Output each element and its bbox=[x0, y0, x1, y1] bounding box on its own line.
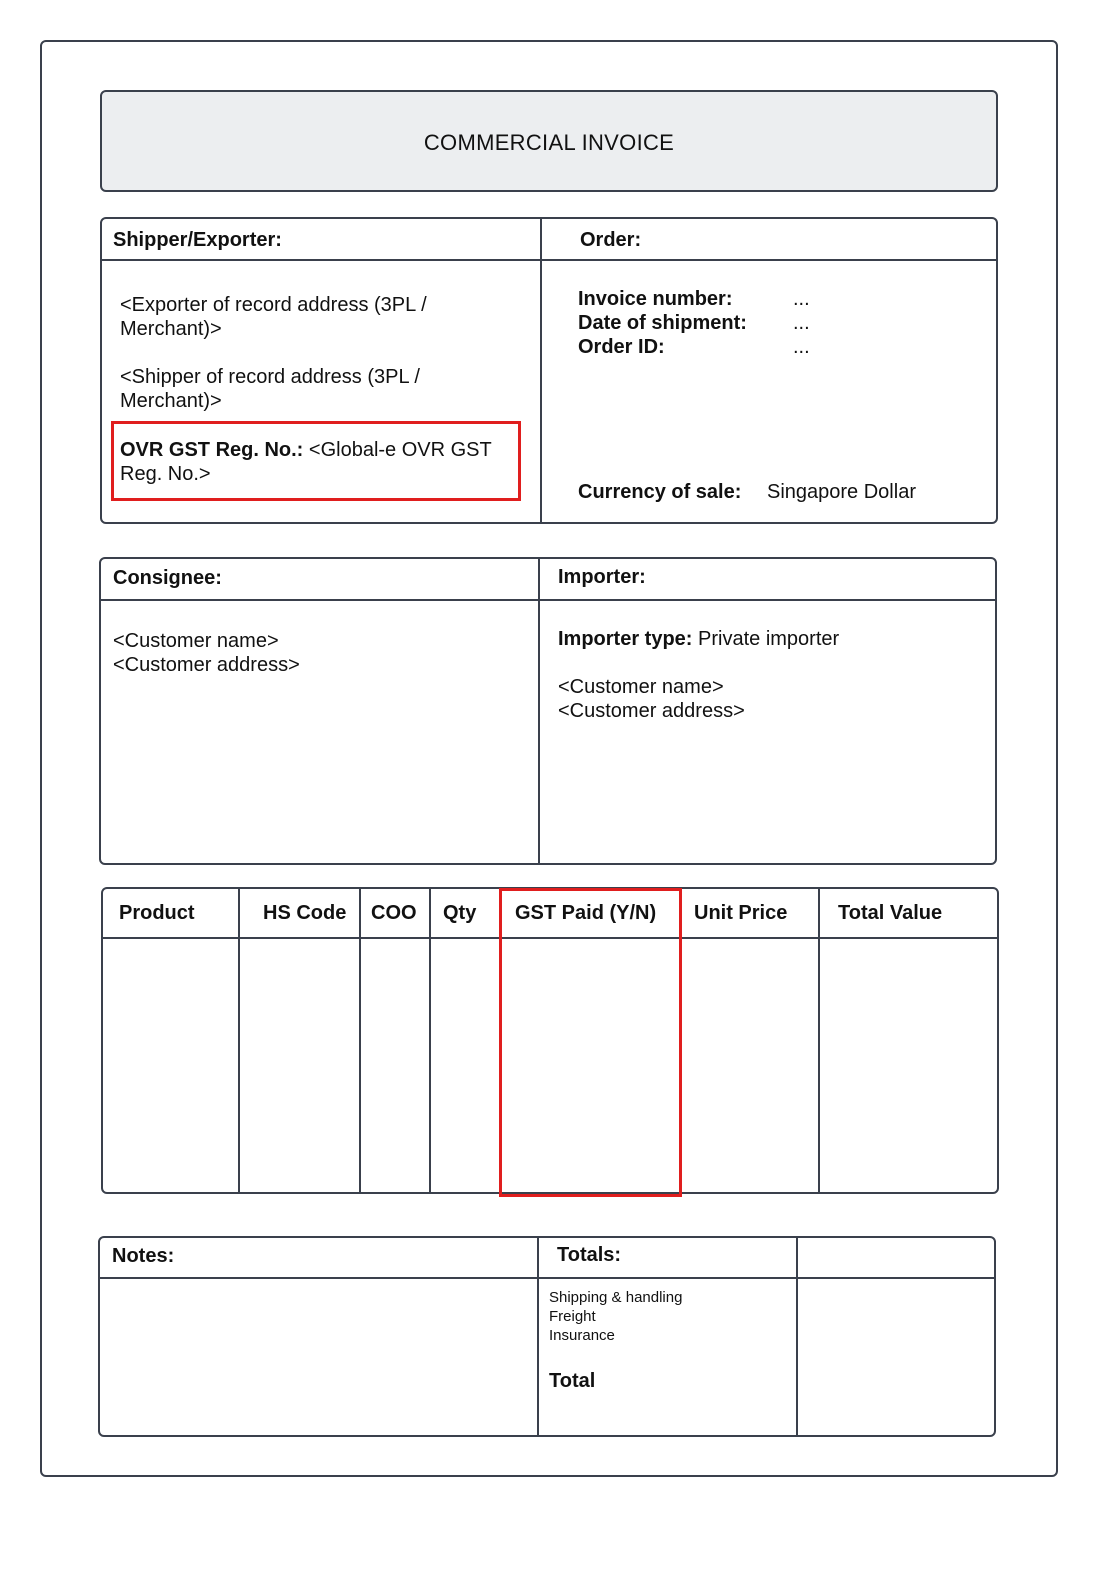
divider bbox=[101, 259, 997, 261]
notes-header: Notes: bbox=[112, 1245, 175, 1267]
notes-totals-section bbox=[98, 1236, 996, 1437]
column-header-total-value: Total Value bbox=[838, 902, 943, 924]
invoice-number-label: Invoice number: bbox=[578, 288, 733, 310]
currency-value: Singapore Dollar bbox=[767, 481, 916, 503]
shipper-address-line1: <Shipper of record address (3PL / bbox=[120, 366, 420, 388]
exporter-address-line1: <Exporter of record address (3PL / bbox=[120, 294, 427, 316]
invoice-title-box bbox=[100, 90, 998, 192]
gst-reg-value: <Global-e OVR GST bbox=[303, 439, 492, 461]
shipper-address-line2: Merchant)> bbox=[120, 390, 222, 412]
divider bbox=[540, 218, 542, 523]
totals-header: Totals: bbox=[557, 1244, 622, 1266]
column-header-qty: Qty bbox=[443, 902, 477, 924]
gst-reg-label: OVR GST Reg. No.: bbox=[120, 439, 304, 461]
currency-label: Currency of sale: bbox=[578, 481, 742, 503]
invoice-title: COMMERCIAL INVOICE bbox=[423, 130, 675, 155]
order-header: Order: bbox=[580, 229, 642, 251]
consignee-name: <Customer name> bbox=[113, 630, 279, 652]
divider bbox=[796, 1237, 798, 1436]
divider bbox=[538, 558, 540, 864]
column-header-coo: COO bbox=[371, 902, 417, 924]
divider bbox=[537, 1237, 539, 1436]
totals-total-label: Total bbox=[549, 1370, 596, 1392]
importer-type-value: Private importer bbox=[692, 628, 840, 650]
shipment-date-label: Date of shipment: bbox=[578, 312, 747, 334]
column-header-product: Product bbox=[119, 902, 195, 924]
gst-reg-line2: Reg. No.> bbox=[120, 463, 211, 485]
column-divider bbox=[429, 888, 431, 1193]
consignee-address: <Customer address> bbox=[113, 654, 300, 676]
column-header-gst-paid: GST Paid (Y/N) bbox=[515, 902, 657, 924]
importer-header: Importer: bbox=[558, 566, 646, 588]
exporter-address-line2: Merchant)> bbox=[120, 318, 222, 340]
importer-type-label: Importer type: bbox=[558, 628, 693, 650]
gst-reg-highlight bbox=[111, 421, 521, 501]
totals-line-insurance: Insurance bbox=[549, 1327, 615, 1344]
order-id-value: ... bbox=[793, 336, 810, 358]
divider bbox=[100, 599, 996, 601]
importer-type bbox=[558, 627, 839, 651]
totals-line-shipping: Shipping & handling bbox=[549, 1289, 683, 1306]
order-id-label: Order ID: bbox=[578, 336, 665, 358]
column-header-unit-price: Unit Price bbox=[694, 902, 788, 924]
divider bbox=[99, 1277, 995, 1279]
importer-name: <Customer name> bbox=[558, 676, 724, 698]
consignee-header: Consignee: bbox=[113, 567, 222, 589]
gst-column-highlight bbox=[499, 888, 682, 1197]
column-divider bbox=[359, 888, 361, 1193]
column-divider bbox=[818, 888, 820, 1193]
importer-address: <Customer address> bbox=[558, 700, 745, 722]
totals-line-freight: Freight bbox=[549, 1308, 596, 1325]
shipper-header: Shipper/Exporter: bbox=[113, 229, 282, 251]
column-divider bbox=[238, 888, 240, 1193]
column-header-hs-code: HS Code bbox=[263, 902, 347, 924]
shipment-date-value: ... bbox=[793, 312, 810, 334]
invoice-number-value: ... bbox=[793, 288, 810, 310]
consignee-importer-section bbox=[99, 557, 997, 865]
